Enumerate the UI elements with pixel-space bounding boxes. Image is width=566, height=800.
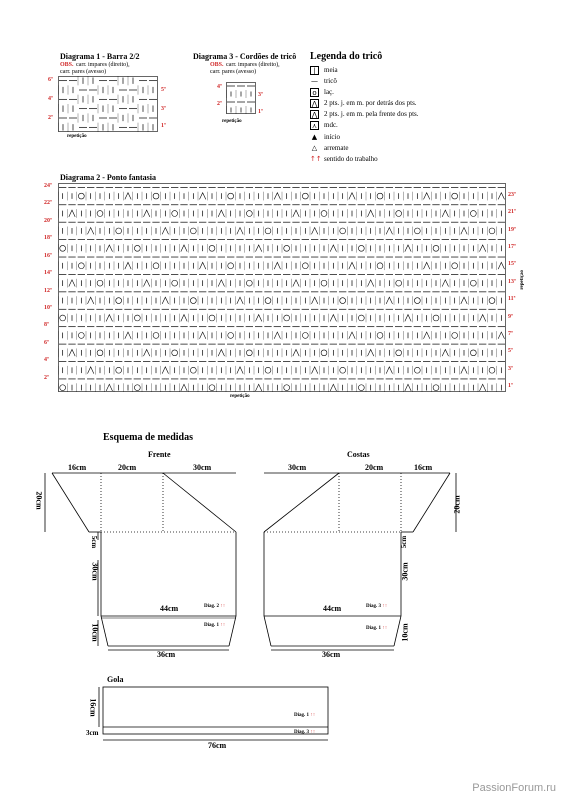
costas-label: Costas <box>347 450 370 459</box>
legend-title: Legenda do tricô <box>310 51 383 62</box>
diagram2-row-label: 23ª <box>508 191 516 198</box>
diagram2-row-label: 21ª <box>508 209 516 216</box>
gola-height-16: 16cm <box>88 698 98 717</box>
frente-top-16: 16cm <box>68 463 87 472</box>
costas-waist-10: 10cm <box>400 623 410 642</box>
frente-left-20: 20cm <box>34 491 44 510</box>
direction-arrows-icon: ↑↑ <box>310 730 316 735</box>
costas-right-20: 20cm <box>452 495 462 514</box>
frente-arm-5: 5cm <box>90 535 99 549</box>
diagram2-row-label: 5ª <box>508 348 513 355</box>
costas-body-30: 30cm <box>400 562 410 581</box>
double-decrease-icon: ⋏ <box>311 121 318 130</box>
knit-icon: | <box>310 66 319 75</box>
diagram2-row-label: 9ª <box>508 313 513 320</box>
diagram1-row-5: 5ª <box>161 87 166 93</box>
diagram1-row-2: 2ª <box>48 115 53 121</box>
diagram2-row-label: 19ª <box>508 226 516 233</box>
schema-title: Esquema de medidas <box>103 432 194 443</box>
diagram2-row-label: 7ª <box>508 331 513 338</box>
frente-label: Frente <box>148 450 171 459</box>
legend-item-inicio: ▲ início <box>311 132 340 141</box>
legend-item-k2tog-back: ⋀ 2 pts. j. em m. por detrás dos pts. <box>311 99 417 108</box>
diagram2-row-label: 2ª <box>44 374 49 381</box>
diagram1-row-4: 4ª <box>48 96 53 102</box>
costas-diag1: Diag. 1 ↑↑ <box>366 626 388 631</box>
diagram1-title: Diagrama 1 - Barra 2/2 <box>60 52 140 61</box>
frente-waist-10: 10cm <box>90 623 100 642</box>
legend-item-arremate: △ arremate <box>311 143 349 152</box>
diagram3-row-4: 4ª <box>217 84 222 90</box>
diagram1-row-3: 3ª <box>161 106 166 112</box>
direction-arrows-icon: ↑↑ <box>220 604 226 609</box>
gola-diag3: Diag. 3 ↑↑ <box>294 730 316 735</box>
direction-arrows-icon: ↑↑ <box>310 713 316 718</box>
diagram3-row-3: 3ª <box>258 92 263 98</box>
diagram2-row-label: 16ª <box>44 252 52 259</box>
diagram2-repeat-side-label: repetição <box>520 270 525 290</box>
start-icon: ▲ <box>311 132 318 141</box>
costas-top-16: 16cm <box>414 463 433 472</box>
diagram2-repeat-label: repetição <box>230 394 250 399</box>
frente-top-20: 20cm <box>118 463 137 472</box>
yarn-over-icon: o <box>310 88 319 97</box>
diagram2-row-label: 14ª <box>44 270 52 277</box>
direction-arrows-icon: ↑↑ <box>310 154 322 163</box>
costas-diag3: Diag. 3 ↑↑ <box>366 604 388 609</box>
frente-bottom-36: 36cm <box>157 650 176 659</box>
gola-edge-3: 3cm <box>86 729 99 737</box>
gola-label: Gola <box>107 675 124 684</box>
frente-top-30: 30cm <box>193 463 212 472</box>
frente-diag2: Diag. 2 ↑↑ <box>204 604 226 609</box>
diagram1-obs-line2: carr. pares (avesso) <box>60 69 107 75</box>
frente-diag1: Diag. 1 ↑↑ <box>204 623 226 628</box>
diagram2-row-label: 24ª <box>44 183 52 189</box>
watermark: PassionForum.ru <box>472 782 556 794</box>
diagram2-row-label: 4ª <box>44 357 49 364</box>
k2tog-front-icon: ⋀ <box>311 110 318 119</box>
k2tog-back-icon: ⋀ <box>311 99 318 108</box>
diagram1-obs-line1: carr. impares (direito), <box>76 62 130 68</box>
diagram3-obs-label: OBS. <box>210 62 224 68</box>
diagram3-obs-line1: carr. impares (direito), <box>226 62 280 68</box>
legend-item-meia: | meia <box>310 65 338 75</box>
legend-item-mdc: ⋏ mdc. <box>311 121 338 130</box>
diagram2-row-label: 22ª <box>44 200 52 207</box>
diagram3-title: Diagrama 3 - Cordões de tricô <box>193 52 297 61</box>
diagram2-row-label: 18ª <box>44 235 52 242</box>
diagram2-row-label: 6ª <box>44 339 49 346</box>
diagram1-obs-label: OBS. <box>60 62 74 68</box>
diagram3-repeat-label: repetição <box>222 119 242 124</box>
costas-width-44: 44cm <box>323 604 342 613</box>
diagram1-repeat-label: repetição <box>67 134 87 139</box>
bind-off-icon: △ <box>311 143 318 152</box>
legend-item-lac: o laç. <box>310 87 334 97</box>
diagram3-row-1: 1ª <box>258 109 263 115</box>
diagram1-row-1: 1ª <box>161 123 166 129</box>
legend-item-k2tog-front: ⋀ 2 pts. j. em m. pela frente dos pts. <box>311 110 419 119</box>
direction-arrows-icon: ↑↑ <box>382 626 388 631</box>
gola-diag1: Diag. 1 ↑↑ <box>294 713 316 718</box>
costas-bottom-36: 36cm <box>322 650 341 659</box>
diagram1-row-6: 6ª <box>48 77 53 83</box>
diagram2-row-label: 13ª <box>508 278 516 285</box>
diagram3-row-2: 2ª <box>217 101 222 107</box>
legend-item-trico: — tricô <box>311 76 337 85</box>
gola-width-76: 76cm <box>208 741 227 750</box>
legend-item-direction: ↑↑ sentido do trabalho <box>310 154 378 163</box>
diagram2-row-label: 10ª <box>44 304 52 311</box>
costas-arm-5: 5cm <box>400 535 409 549</box>
diagram2-row-label: 8ª <box>44 322 49 329</box>
diagram2-row-label: 20ª <box>44 217 52 224</box>
diagram2-row-label: 11ª <box>508 296 516 303</box>
diagram2-row-label: 15ª <box>508 261 516 268</box>
purl-icon: — <box>311 76 318 85</box>
diagram3-obs-line2: carr. pares (avesso) <box>210 69 257 75</box>
direction-arrows-icon: ↑↑ <box>382 604 388 609</box>
diagram2-title: Diagrama 2 - Ponto fantasia <box>60 173 156 182</box>
direction-arrows-icon: ↑↑ <box>220 623 226 628</box>
costas-top-20: 20cm <box>365 463 384 472</box>
diagram2-row-label: 1ª <box>508 383 513 390</box>
diagram2-row-label: 17ª <box>508 243 516 250</box>
frente-body-30: 30cm <box>90 562 100 581</box>
frente-width-44: 44cm <box>160 604 179 613</box>
costas-top-30: 30cm <box>288 463 307 472</box>
diagram2-row-label: 12ª <box>44 287 52 294</box>
diagram2-row-label: 3ª <box>508 365 513 372</box>
